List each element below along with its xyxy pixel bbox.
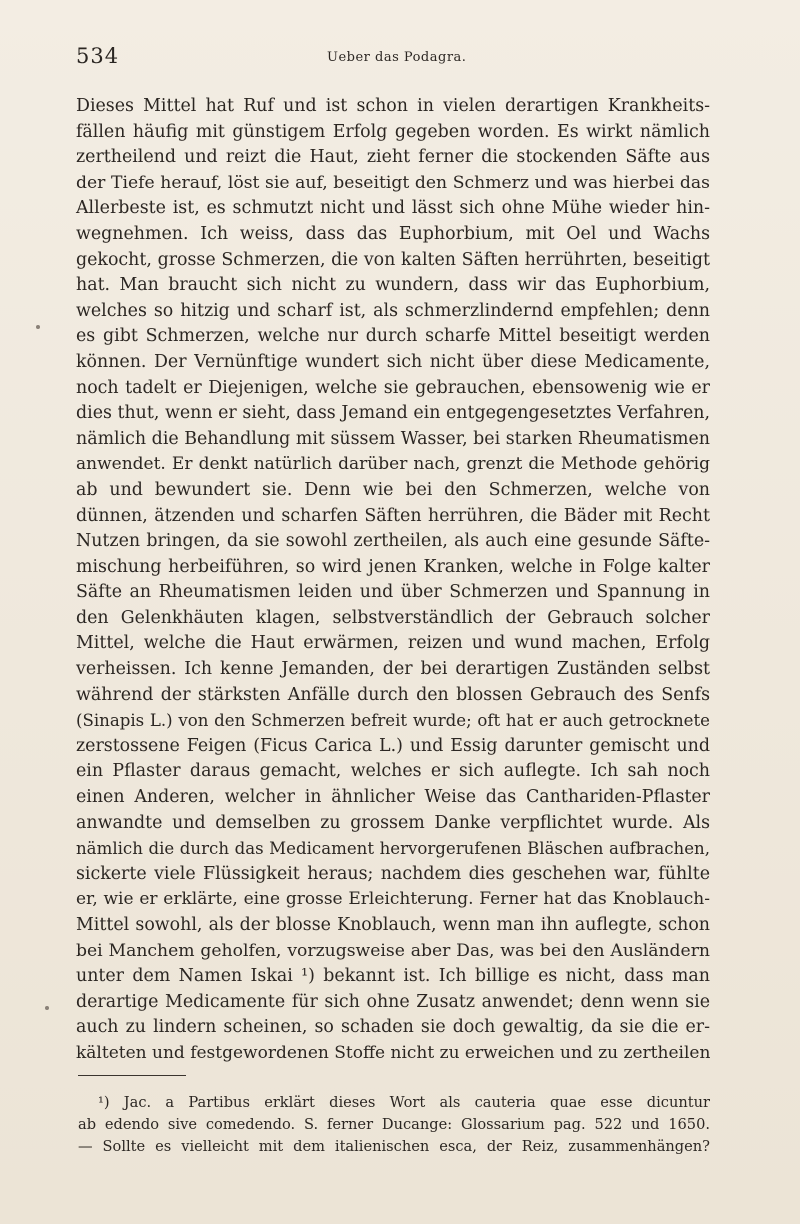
footnote-separator <box>78 1075 186 1076</box>
text-line: anwendet. Er denkt natürlich darüber nach, grenzt die Methode gehörig <box>76 454 710 475</box>
text-line: während der stärksten Anfälle durch den blossen Gebrauch des Senfs <box>76 684 710 705</box>
text-line: unter dem Namen Iskai ¹) bekannt ist. Ich billige es nicht, dass man <box>76 966 710 987</box>
text-line: nämlich die Behandlung mit süssem Wasser, bei starken Rheumatismen <box>76 428 710 449</box>
text-line: nämlich die durch das Medicament hervorgerufenen Bläschen aufbrachen, <box>76 839 710 859</box>
text-line: fällen häufig mit günstigem Erfolg gegeben worden. Es wirkt nämlich <box>76 121 710 142</box>
text-line: es gibt Schmerzen, welche nur durch scharfe Mittel beseitigt werden <box>76 326 710 347</box>
footnote-line: ¹) Jac. a Partibus erklärt dieses Wort als cauteria quae esse dicuntur <box>98 1094 710 1111</box>
text-line: er, wie er erklärte, eine grosse Erleichterung. Ferner hat das Knoblauch- <box>76 889 710 910</box>
text-line: wegnehmen. Ich weiss, dass das Euphorbium, mit Oel und Wachs <box>76 223 710 244</box>
text-line: welches so hitzig und scharf ist, als schmerzlindernd empfehlen; denn <box>76 300 710 321</box>
text-line: können. Der Vernünftige wundert sich nicht über diese Medicamente, <box>76 351 710 372</box>
text-line: zertheilend und reizt die Haut, zieht ferner die stockenden Säfte aus <box>76 147 710 168</box>
text-line: auch zu lindern scheinen, so schaden sie doch gewaltig, da sie die er- <box>76 1017 710 1038</box>
footnote <box>78 1092 710 1158</box>
text-line: Mittel sowohl, als der blosse Knoblauch, wenn man ihn auflegte, schon <box>76 915 710 935</box>
text-line: dünnen, ätzenden und scharfen Säften herrühren, die Bäder mit Recht <box>76 505 710 526</box>
text-line: ab und bewundert sie. Denn wie bei den Schmerzen, welche von <box>76 479 710 500</box>
running-title: Ueber das Podagra. <box>327 50 467 65</box>
text-line: der Tiefe herauf, löst sie auf, beseitigt den Schmerz und was hierbei das <box>76 172 710 193</box>
text-line: zerstossene Feigen (Ficus Carica L.) und Essig darunter gemischt und <box>76 735 710 756</box>
text-line: Dieses Mittel hat Ruf und ist schon in vielen derartigen Krankheits- <box>76 96 710 116</box>
text-line: bei Manchem geholfen, vorzugsweise aber Das, was bei den Ausländern <box>76 940 710 961</box>
footnote-line: — Sollte es vielleicht mit dem italienischen esca, der Reiz, zusammenhängen? <box>78 1138 710 1155</box>
text-line: dies thut, wenn er sieht, dass Jemand ein entgegengesetztes Verfahren, <box>76 403 710 424</box>
paper-speck <box>45 1006 49 1010</box>
paper-speck <box>36 325 40 329</box>
text-line: derartige Medicamente für sich ohne Zusatz anwendet; denn wenn sie <box>76 991 710 1012</box>
text-line: Säfte an Rheumatismen leiden und über Schmerzen und Spannung in <box>76 582 710 603</box>
body-text <box>76 94 710 1067</box>
text-line: gekocht, grosse Schmerzen, die von kalten Säften herrührten, beseitigt <box>76 249 710 270</box>
text-line: sickerte viele Flüssigkeit heraus; nachdem dies geschehen war, fühlte <box>76 863 710 884</box>
text-line: den Gelenkhäuten klagen, selbstverständlich der Gebrauch solcher <box>76 607 710 628</box>
text-line: kälteten und festgewordenen Stoffe nicht zu erweichen und zu zertheilen <box>76 1042 711 1063</box>
text-line: noch tadelt er Diejenigen, welche sie gebrauchen, ebensowenig wie er <box>76 377 710 398</box>
text-line: verheissen. Ich kenne Jemanden, der bei derartigen Zuständen selbst <box>76 659 710 680</box>
text-line: mischung herbeiführen, so wird jenen Kranken, welche in Folge kalter <box>76 556 710 577</box>
text-line: (Sinapis L.) von den Schmerzen befreit wurde; oft hat er auch getrocknete <box>76 711 710 731</box>
text-line: hat. Man braucht sich nicht zu wundern, dass wir das Euphorbium, <box>76 275 710 296</box>
page-number: 534 <box>76 44 120 68</box>
text-line: Allerbeste ist, es schmutzt nicht und lässt sich ohne Mühe wieder hin- <box>76 198 710 219</box>
text-line: einen Anderen, welcher in ähnlicher Weise das Canthariden-Pflaster <box>76 787 710 808</box>
text-line: Mittel, welche die Haut erwärmen, reizen und wund machen, Erfolg <box>76 633 710 654</box>
page-header <box>0 44 800 74</box>
text-line: ein Pflaster daraus gemacht, welches er sich auflegte. Ich sah noch <box>76 761 710 782</box>
text-line: Nutzen bringen, da sie sowohl zertheilen, als auch eine gesunde Säfte- <box>76 531 710 552</box>
footnote-line: ab edendo sive comedendo. S. ferner Ducange: Glossarium pag. 522 und 1650. <box>78 1116 710 1133</box>
text-line: anwandte und demselben zu grossem Danke verpflichtet wurde. Als <box>76 812 710 833</box>
